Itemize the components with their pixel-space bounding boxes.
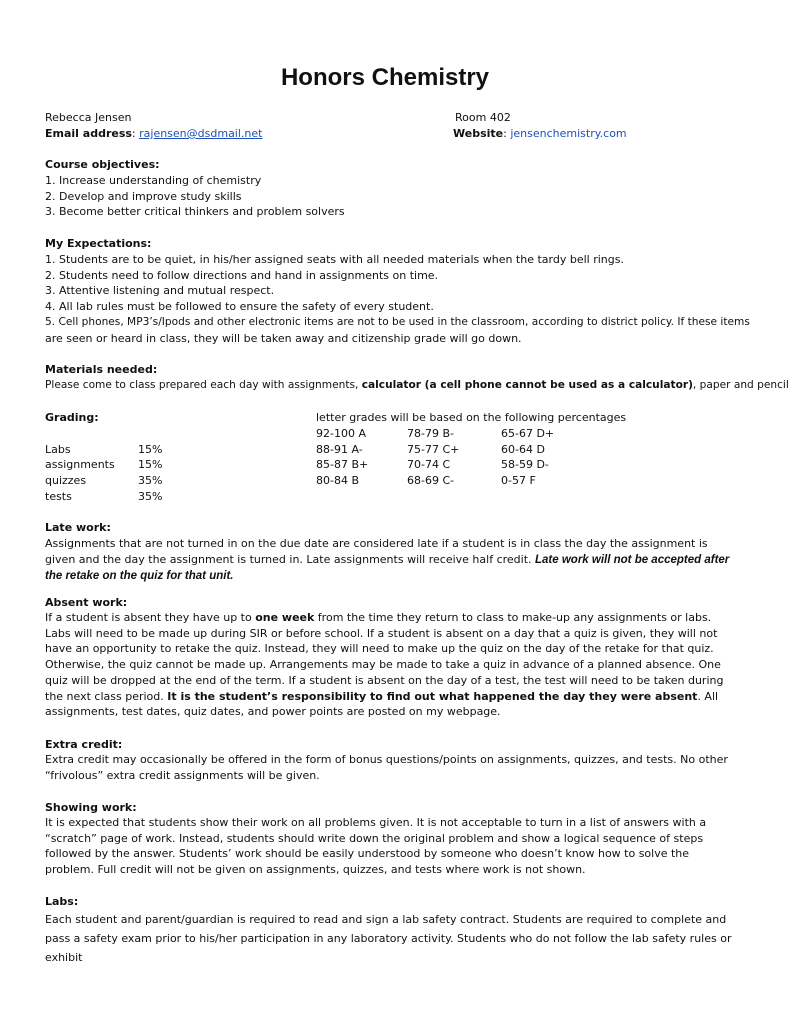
grade-scale-cell: 65-67 D+ [501, 427, 555, 440]
materials-text [45, 378, 789, 394]
expectation-item: are seen or heard in class, they will be taken away and citizenship grade will go down. [45, 332, 522, 345]
grading-category-name: assignments [45, 458, 115, 471]
absent-work-body-2: from the time they return to class to make-up any assignments or labs. Labs will need to be made up during SIR or before school. If a student is absent on a day that a quiz is given, they will not have an opportunity to retake the quiz. Instead, they will need to make up the quiz on the day of the retake for that quiz. Otherwise, the quiz cannot be made up. Arrangements may be made to take a quiz in advance of a planned absence. One quiz will be dropped at the end of the term. If a student is absent on the day of a test, the test will need to be taken during the next class period. [45, 611, 724, 703]
grading-category-name: quizzes [45, 474, 87, 487]
late-work-heading: Late work: [45, 521, 111, 534]
email-line: Email address: rajensen@dsdmail.net [45, 127, 263, 140]
expectation-item: 3. Attentive listening and mutual respect. [45, 284, 275, 297]
room-number: Room 402 [455, 111, 511, 124]
website-line: Website: jensenchemistry.com [453, 127, 627, 140]
grading-category-weight: 15% [138, 458, 163, 471]
grade-scale-cell: 78-79 B- [407, 427, 454, 440]
expectation-item: 2. Students need to follow directions and hand in assignments on time. [45, 269, 439, 282]
grade-scale-cell: 70-74 C [407, 458, 451, 471]
objectives-heading: Course objectives: [45, 158, 160, 171]
materials-text-start: Please come to class prepared each day with assignments, [45, 379, 362, 391]
materials-heading: Materials needed: [45, 363, 158, 376]
email-label: Email address [45, 127, 132, 140]
grade-scale-cell: 75-77 C+ [407, 443, 460, 456]
objective-item: 2. Develop and improve study skills [45, 190, 242, 203]
grading-category-weight: 35% [138, 490, 163, 503]
extra-credit-heading: Extra credit: [45, 738, 123, 751]
expectation-item: 4. All lab rules must be followed to ensure the safety of every student. [45, 300, 434, 313]
grading-heading: Grading: [45, 411, 99, 424]
late-work-text [45, 536, 735, 585]
objective-item: 3. Become better critical thinkers and problem solvers [45, 205, 345, 218]
grade-scale-cell: 85-87 B+ [316, 458, 369, 471]
expectation-item: 5. Cell phones, MP3’s/Ipods and other electronic items are not to be used in the classroom, according to district policy. If these items [45, 316, 750, 328]
grade-scale-cell: 58-59 D- [501, 458, 549, 471]
page-title: Honors Chemistry [280, 64, 490, 91]
email-link[interactable]: rajensen@dsdmail.net [139, 127, 263, 140]
labs-heading: Labs: [45, 895, 79, 908]
grade-scale-title: letter grades will be based on the following percentages [316, 411, 627, 424]
grade-scale-cell: 68-69 C- [407, 474, 455, 487]
absent-work-text [45, 610, 735, 720]
showing-work-text: It is expected that students show their work on all problems given. It is not acceptable to turn in a list of answers with a “scratch” page of work. Instead, students should write down the original problem and show a logical sequence of steps followed by the answer. Students’ work should be easily understood by someone who doesn’t know how to solve the problem. Full credit will not be given on assignments, quizzes, and tests where work is not shown. [45, 816, 707, 877]
absent-work-bold-1: one week [255, 611, 315, 624]
grade-scale-cell: 92-100 A [316, 427, 366, 440]
grading-category-weight: 35% [138, 474, 163, 487]
absent-work-body-1: If a student is absent they have up to [45, 611, 256, 624]
grading-category-weight: 15% [138, 443, 163, 456]
extra-credit-text: Extra credit may occasionally be offered in the form of bonus questions/points on assignments, quizzes, and tests. No other “frivolous” extra credit assignments will be given. [45, 753, 728, 782]
grading-category-name: Labs [45, 443, 71, 456]
absent-work-heading: Absent work: [45, 596, 128, 609]
teacher-name: Rebecca Jensen [45, 111, 132, 124]
absent-work-bold-2: It is the student’s responsibility to find out what happened the day they were absent [167, 689, 698, 703]
objective-item: 1. Increase understanding of chemistry [45, 174, 262, 187]
website-label: Website [453, 127, 504, 140]
grade-scale-cell: 60-64 D [501, 443, 545, 456]
grade-scale-cell: 0-57 F [501, 474, 536, 487]
website-link[interactable]: jensenchemistry.com [510, 127, 627, 140]
materials-text-bold: calculator (a cell phone cannot be used as a calculator) [361, 379, 693, 391]
expectation-item: 1. Students are to be quiet, in his/her assigned seats with all needed materials when the tardy bell rings. [45, 253, 624, 266]
showing-work-heading: Showing work: [45, 801, 137, 814]
materials-text-end: , paper and pencil [692, 379, 789, 391]
late-work-emphasis: Late work will not be accepted after the retake on the quiz for that unit. [45, 553, 730, 583]
grade-scale-cell: 88-91 A- [316, 443, 363, 456]
late-work-body: Assignments that are not turned in on the due date are considered late if a student is in class the day the assignment is given and the day the assignment is turned in. Late assignments will receive half credit. [45, 537, 708, 566]
expectations-heading: My Expectations: [45, 237, 152, 250]
labs-text: Each student and parent/guardian is required to read and sign a lab safety contract. Students are required to complete and pass a safety exam prior to his/her participation in any laboratory activity. Students who do not follow the lab safety rules or exhibit [45, 913, 732, 964]
grading-category-name: tests [45, 490, 72, 503]
grade-scale-cell: 80-84 B [316, 474, 360, 487]
absent-work-body-3: . All assignments, test dates, quiz dates, and power points are posted on my webpage. [45, 689, 719, 719]
